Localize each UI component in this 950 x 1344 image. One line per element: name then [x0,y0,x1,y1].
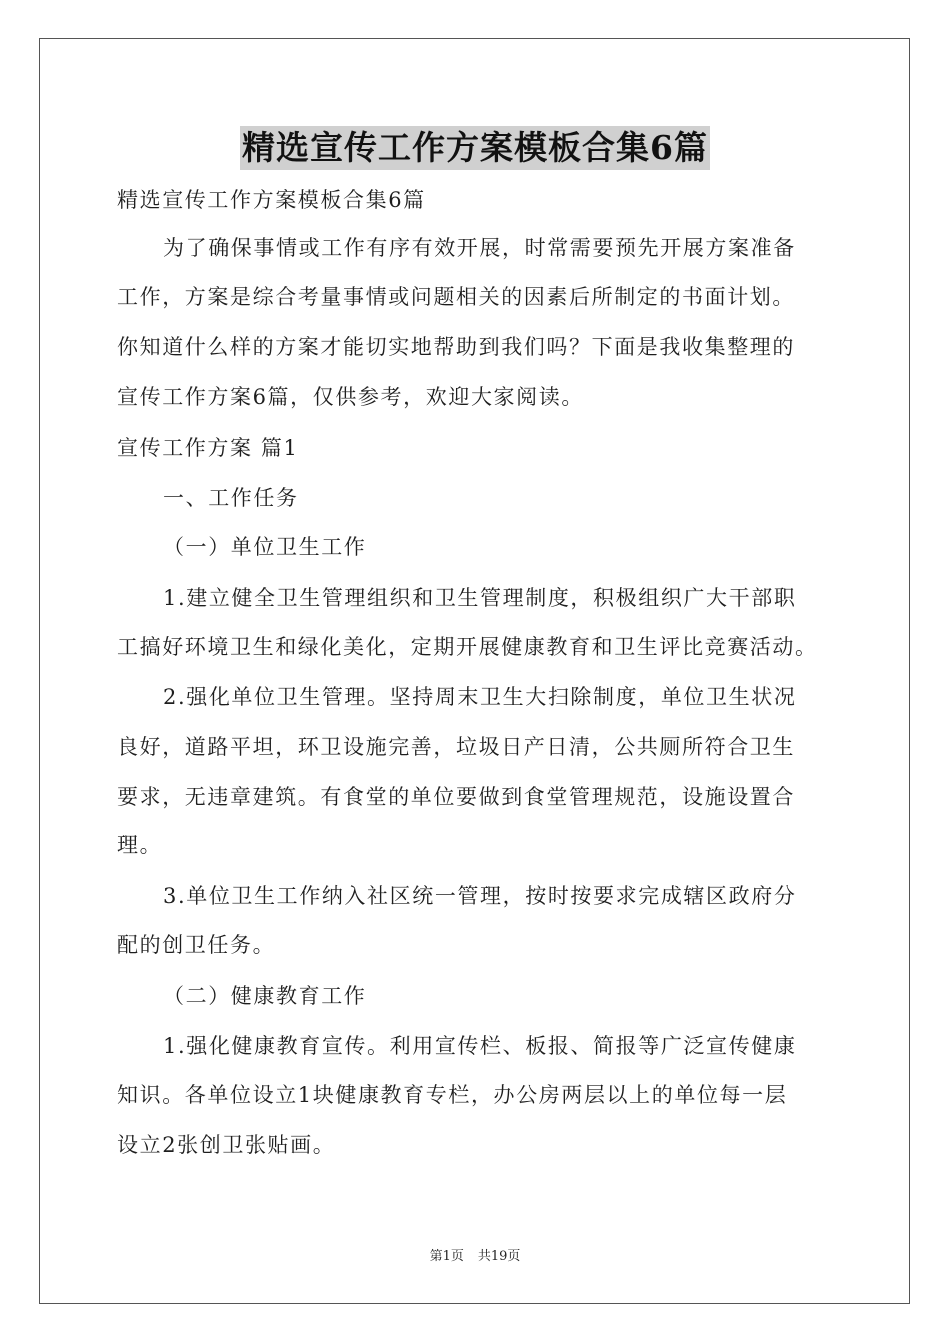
page-number: 第1页 [429,1249,464,1264]
text-line: 宣传工作方案 篇1 [117,436,299,460]
subtitle-line: 精选宣传工作方案模板合集6篇 [117,188,426,212]
text-line: （二）健康教育工作 [163,984,367,1008]
text-line: 工作，方案是综合考量事情或问题相关的因素后所制定的书面计划。 [117,285,795,309]
text-line: 1.强化健康教育宣传。利用宣传栏、板报、简报等广泛宣传健康 [163,1034,797,1058]
text-line: 1.建立健全卫生管理组织和卫生管理制度，积极组织广大干部职 [163,586,797,610]
document-title: 精选宣传工作方案模板合集6篇 [240,126,710,170]
text-line: 为了确保事情或工作有序有效开展，时常需要预先开展方案准备 [163,236,796,260]
page-total: 共19页 [477,1249,521,1264]
page-footer [0,1249,950,1265]
text-line: 一、工作任务 [163,486,299,510]
text-line: 配的创卫任务。 [117,933,276,957]
text-line: 宣传工作方案6篇，仅供参考，欢迎大家阅读。 [117,385,584,409]
text-line: 要求，无违章建筑。有食堂的单位要做到食堂管理规范，设施设置合 [117,785,795,809]
text-line: （一）单位卫生工作 [163,535,367,559]
text-line: 2.强化单位卫生管理。坚持周末卫生大扫除制度，单位卫生状况 [163,685,797,709]
text-line: 你知道什么样的方案才能切实地帮助到我们吗？下面是我收集整理的 [117,335,795,359]
title-container [0,126,950,170]
page-border [39,38,910,1304]
text-line: 知识。各单位设立1块健康教育专栏，办公房两层以上的单位每一层 [117,1083,788,1107]
text-line: 理。 [117,833,163,857]
text-line: 3.单位卫生工作纳入社区统一管理，按时按要求完成辖区政府分 [163,884,797,908]
text-line: 工搞好环境卫生和绿化美化，定期开展健康教育和卫生评比竞赛活动。 [117,635,818,659]
text-line: 设立2张创卫张贴画。 [117,1133,336,1157]
text-line: 良好，道路平坦，环卫设施完善，垃圾日产日清，公共厕所符合卫生 [117,735,795,759]
